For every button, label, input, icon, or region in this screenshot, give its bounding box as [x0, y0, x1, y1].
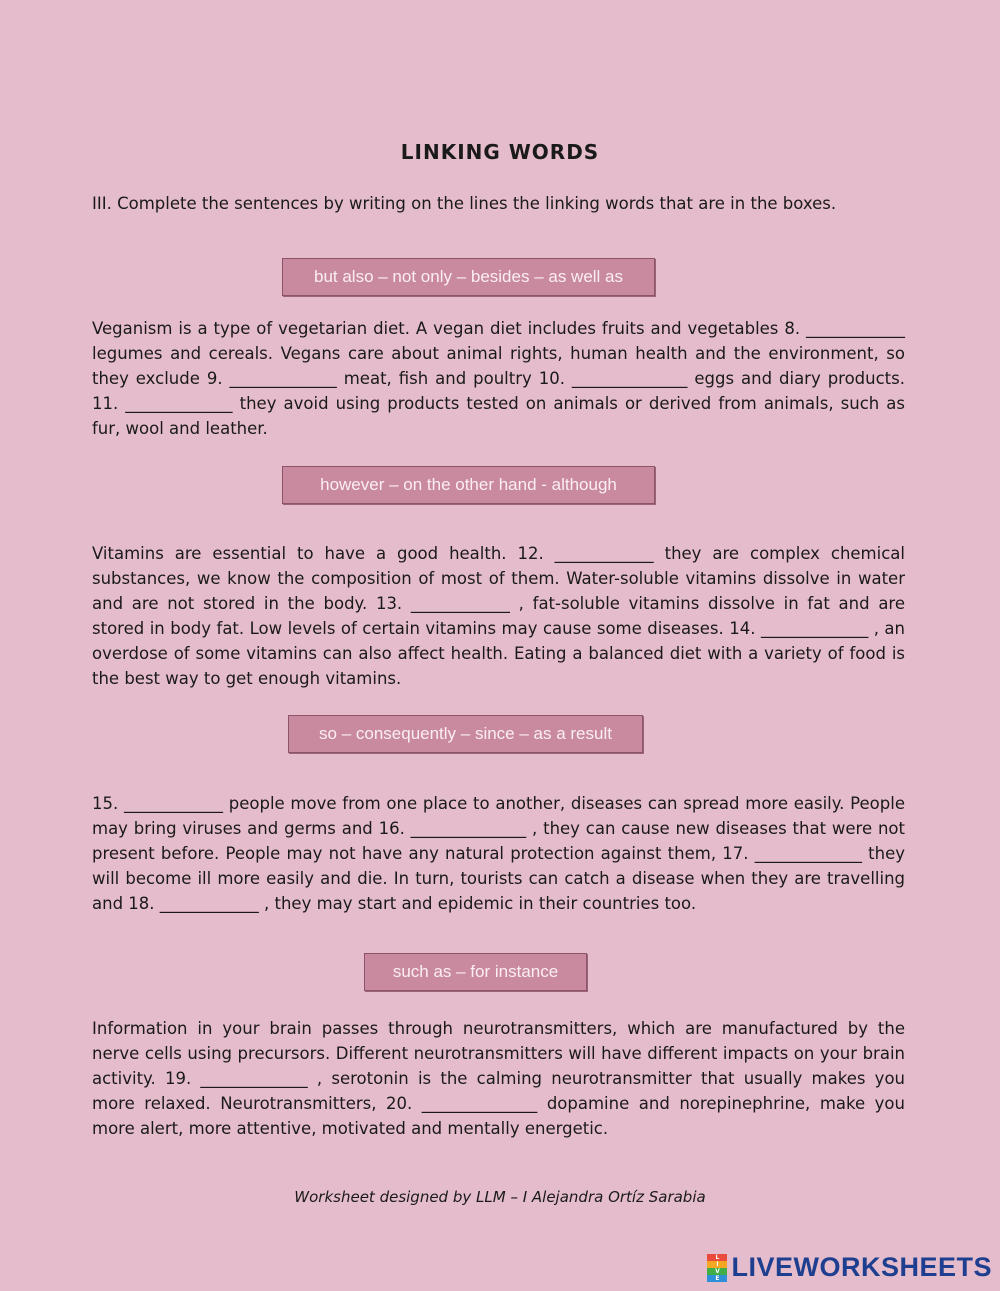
paragraph-1: Veganism is a type of vegetarian diet. A vegan diet includes fruits and vegetables 8. ____________ legumes and cereals. Vegans care about animal rights, human health and the environment, so they exclude 9. _____________ meat, fish and poultry 10. ______________ eggs and diary products. 11. _____________ they avoid using products tested on animals or derived from animals, such as fur, wool and leather.: [92, 319, 905, 438]
instructions: III. Complete the sentences by writing on the lines the linking words that are in the boxes.: [92, 194, 837, 213]
word-box-2: however – on the other hand - although: [282, 466, 655, 504]
logo-letter-v: V: [707, 1268, 727, 1275]
word-box-4: such as – for instance: [364, 953, 587, 991]
paragraph-4: Information in your brain passes through neurotransmitters, which are manufactured by the nerve cells using precursors. Different neurotransmitters will have different impacts on your brain activity. 19. _____________ , serotonin is the calming neurotransmitter that usually makes you more relaxed. Neurotransmitters, 20. ______________ dopamine and norepinephrine, make you more alert, more attentive, motivated and mentally energetic.: [92, 1019, 905, 1138]
liveworksheets-wordmark: LIVEWORKSHEETS: [731, 1252, 992, 1282]
logo-letter-l: L: [707, 1254, 727, 1261]
word-box-1: but also – not only – besides – as well as: [282, 258, 655, 296]
word-box-3: so – consequently – since – as a result: [288, 715, 643, 753]
paragraph-3: 15. ____________ people move from one place to another, diseases can spread more easily. People may bring viruses and germs and 16. ______________ , they can cause new diseases that were not present before. People may not have any natural protection against them, 17. _____________ they will become ill more easily and die. In turn, tourists can catch a disease when they are travelling and 18. ____________ , they may start and epidemic in their countries too.: [92, 794, 905, 913]
paragraph-2: Vitamins are essential to have a good health. 12. ____________ they are complex chemical substances, we know the composition of most of them. Water-soluble vitamins dissolve in water and are not stored in the body. 13. ____________ , fat-soluble vitamins dissolve in fat and are stored in body fat. Low levels of certain vitamins may cause some diseases. 14. _____________ , an overdose of some vitamins can also affect health. Eating a balanced diet with a variety of food is the best way to get enough vitamins.: [92, 544, 905, 688]
page-title: LINKING WORDS: [400, 140, 600, 164]
liveworksheets-logo-icon: [707, 1254, 727, 1282]
liveworksheets-brand[interactable]: [707, 1252, 992, 1283]
worksheet-credit: Worksheet designed by LLM – I Alejandra Ortíz Sarabia: [294, 1188, 706, 1206]
logo-letter-i: I: [707, 1261, 727, 1268]
logo-letter-e: E: [707, 1275, 727, 1282]
